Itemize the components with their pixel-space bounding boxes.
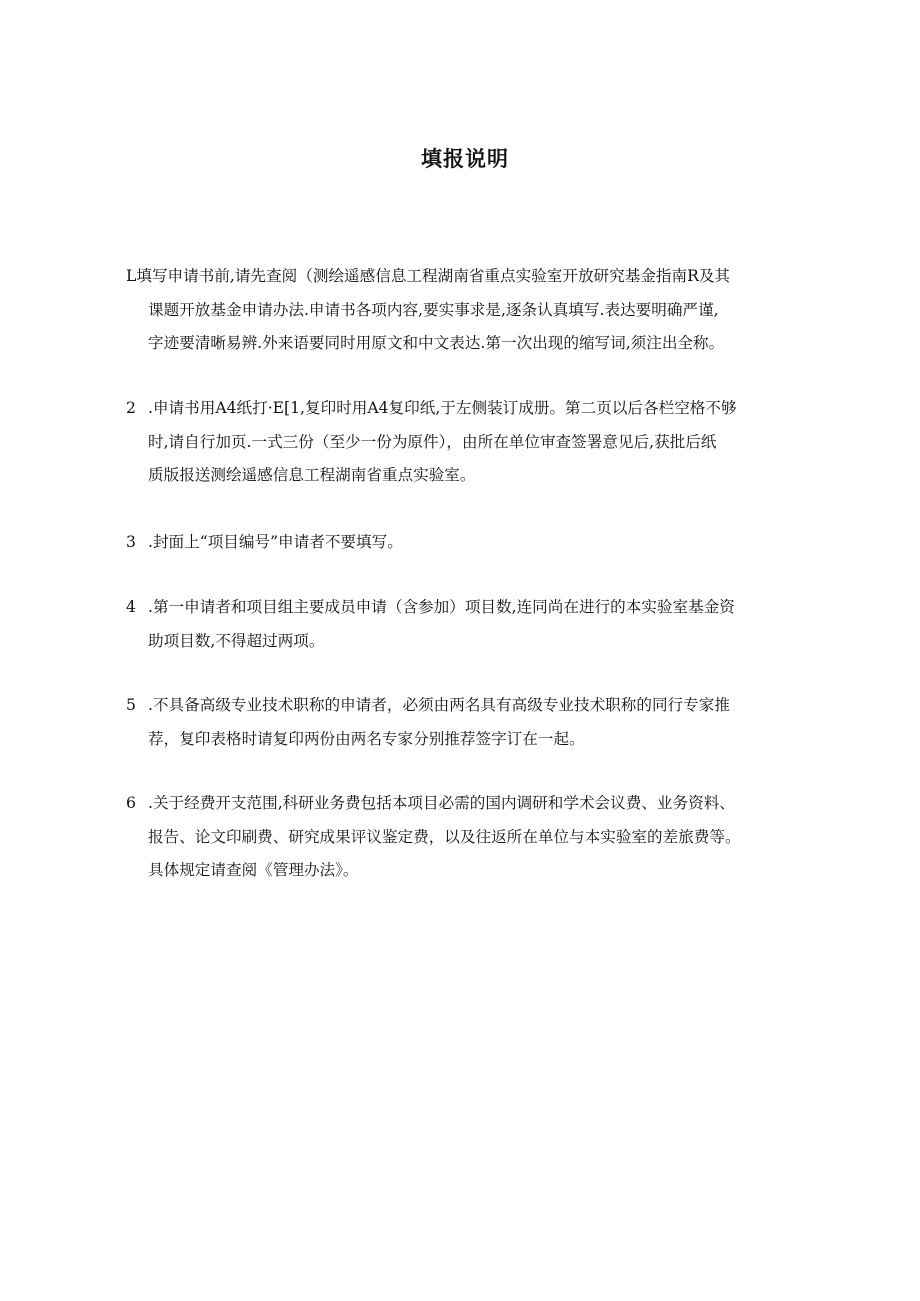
instruction-item-2-line-1: .申请书用A4纸打·E[1,复印时用A4复印纸,于左侧装订成册。第二页以后各栏空格不够 xyxy=(148,399,737,417)
instruction-item-6-line-2: 报告、论文印刷费、研究成果评议鉴定费，以及往返所在单位与本实验室的差旅费等。 xyxy=(148,827,741,846)
instruction-item-1-line-2: 课题开放基金申请办法.申请书各项内容,要实事求是,逐条认真填写.表达要明确严谨, xyxy=(148,300,719,319)
instruction-item-1-body xyxy=(126,260,798,361)
instruction-item-1 xyxy=(126,260,798,361)
instruction-item-6-body xyxy=(148,787,798,888)
instruction-item-5 xyxy=(126,689,798,756)
instruction-number-4: 4 xyxy=(126,598,136,616)
instruction-item-4-body xyxy=(148,591,798,658)
instruction-item-2 xyxy=(126,392,798,493)
instruction-item-5-line-2: 荐，复印表格时请复印两份由两名专家分别推荐签字订在一起。 xyxy=(148,729,585,748)
instruction-item-4 xyxy=(126,591,798,658)
instruction-item-4-line-2: 助项目数,不得超过两项。 xyxy=(148,631,325,650)
instruction-number-3: 3 xyxy=(126,533,136,551)
instruction-item-5-line-1: .不具备高级专业技术职称的申请者，必须由两名具有高级专业技术职称的同行专家推 xyxy=(148,696,730,714)
instruction-item-1-line-3: 字迹要清晰易辨.外来语要同时用原文和中文表达.第一次出现的缩写词,须注出全称。 xyxy=(148,334,725,352)
instruction-number-1: L xyxy=(126,267,137,285)
instruction-number-5: 5 xyxy=(126,696,136,714)
instruction-item-2-body xyxy=(148,392,798,493)
instruction-item-5-body xyxy=(148,689,798,756)
instruction-item-2-line-3: 质版报送测绘遥感信息工程湖南省重点实验室。 xyxy=(148,466,476,484)
instruction-item-3-body xyxy=(148,526,798,560)
instruction-number-6: 6 xyxy=(126,794,136,812)
instruction-item-2-line-2: 时,请自行加页.一式三份（至少一份为原件），由所在单位审查签署意见后,获批后纸 xyxy=(148,432,717,451)
instruction-item-3 xyxy=(126,526,798,560)
instruction-item-6-line-1: .关于经费开支范围,科研业务费包括本项目必需的国内调研和学术会议费、业务资料、 xyxy=(148,794,735,812)
instruction-item-6-line-3: 具体规定请查阅《管理办法》。 xyxy=(148,861,359,879)
instruction-item-3-line-1: .封面上“项目编号”申请者不要填写。 xyxy=(148,533,403,551)
page-title: 填报说明 xyxy=(421,147,509,171)
instruction-item-1-line-1: 填写申请书前,请先查阅（测绘遥感信息工程湖南省重点实验室开放研究基金指南R及其 xyxy=(136,267,731,285)
instruction-item-4-line-1: .第一申请者和项目组主要成员申请（含参加）项目数,连同尚在进行的本实验室基金资 xyxy=(148,598,735,616)
instruction-item-1-first-line xyxy=(126,260,798,294)
instruction-number-2: 2 xyxy=(126,399,136,417)
instruction-item-6 xyxy=(126,787,798,888)
